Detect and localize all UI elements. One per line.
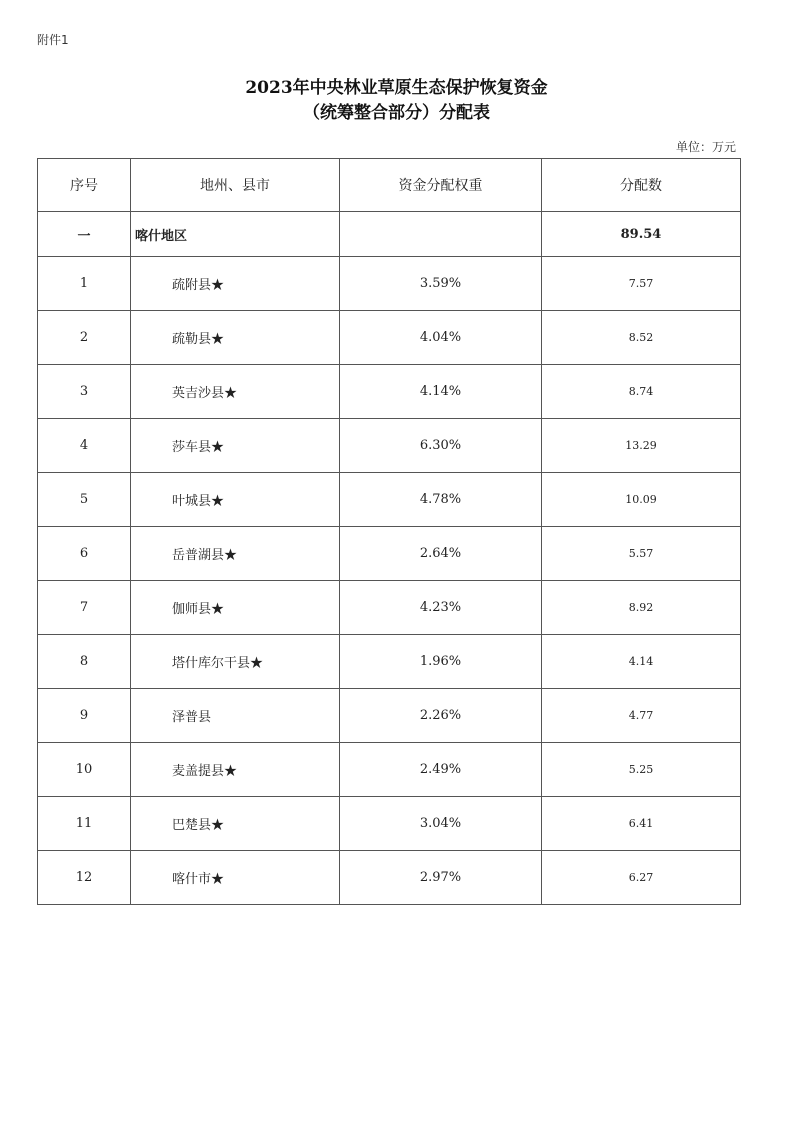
table-row [38, 311, 741, 365]
row-amount: 8.52 [542, 311, 741, 365]
table-row [38, 257, 741, 311]
row-county-name: 麦盖提县★ [131, 743, 340, 797]
row-index: 2 [38, 311, 131, 365]
table-row [38, 797, 741, 851]
table-row [38, 689, 741, 743]
row-index: 9 [38, 689, 131, 743]
row-county-name: 莎车县★ [131, 419, 340, 473]
row-county-name: 疏勒县★ [131, 311, 340, 365]
page-subtitle: （统筹整合部分）分配表 [303, 103, 490, 123]
header-weight: 资金分配权重 [340, 159, 542, 212]
header-amount: 分配数 [542, 159, 741, 212]
row-amount: 10.09 [542, 473, 741, 527]
row-weight: 4.78% [340, 473, 542, 527]
table-row [38, 419, 741, 473]
unit-label: 单位：万元 [675, 140, 736, 154]
row-county-name: 疏附县★ [131, 257, 340, 311]
table-row [38, 743, 741, 797]
row-amount: 6.41 [542, 797, 741, 851]
region-weight [340, 212, 542, 257]
row-county-name: 叶城县★ [131, 473, 340, 527]
row-index: 4 [38, 419, 131, 473]
region-amount: 89.54 [542, 212, 741, 257]
row-weight: 2.49% [340, 743, 542, 797]
row-index: 8 [38, 635, 131, 689]
page-title: 2023年中央林业草原生态保护恢复资金 [245, 78, 548, 98]
row-amount: 4.14 [542, 635, 741, 689]
row-index: 3 [38, 365, 131, 419]
row-index: 12 [38, 851, 131, 905]
row-county-name: 喀什市★ [131, 851, 340, 905]
table-row [38, 473, 741, 527]
row-index: 1 [38, 257, 131, 311]
row-amount: 7.57 [542, 257, 741, 311]
row-index: 6 [38, 527, 131, 581]
row-weight: 1.96% [340, 635, 542, 689]
row-weight: 4.23% [340, 581, 542, 635]
row-weight: 3.04% [340, 797, 542, 851]
row-index: 10 [38, 743, 131, 797]
header-index: 序号 [38, 159, 131, 212]
row-amount: 5.25 [542, 743, 741, 797]
table-row [38, 527, 741, 581]
table-row [38, 581, 741, 635]
row-weight: 4.04% [340, 311, 542, 365]
region-name: 喀什地区 [131, 212, 340, 257]
row-county-name: 巴楚县★ [131, 797, 340, 851]
table-header-row [38, 159, 741, 212]
row-weight: 3.59% [340, 257, 542, 311]
row-county-name: 泽普县 [131, 689, 340, 743]
table-row [38, 365, 741, 419]
row-weight: 4.14% [340, 365, 542, 419]
row-amount: 8.74 [542, 365, 741, 419]
row-county-name: 岳普湖县★ [131, 527, 340, 581]
table-row [38, 851, 741, 905]
attachment-label: 附件1 [37, 33, 69, 47]
region-index: 一 [38, 212, 131, 257]
row-amount: 13.29 [542, 419, 741, 473]
row-weight: 2.64% [340, 527, 542, 581]
row-index: 11 [38, 797, 131, 851]
region-row [38, 212, 741, 257]
row-county-name: 塔什库尔干县★ [131, 635, 340, 689]
row-amount: 8.92 [542, 581, 741, 635]
allocation-table [37, 158, 741, 905]
row-index: 7 [38, 581, 131, 635]
row-amount: 6.27 [542, 851, 741, 905]
row-county-name: 英吉沙县★ [131, 365, 340, 419]
row-index: 5 [38, 473, 131, 527]
row-weight: 6.30% [340, 419, 542, 473]
row-amount: 4.77 [542, 689, 741, 743]
row-weight: 2.97% [340, 851, 542, 905]
table-row [38, 635, 741, 689]
header-area: 地州、县市 [131, 159, 340, 212]
row-amount: 5.57 [542, 527, 741, 581]
row-county-name: 伽师县★ [131, 581, 340, 635]
row-weight: 2.26% [340, 689, 542, 743]
